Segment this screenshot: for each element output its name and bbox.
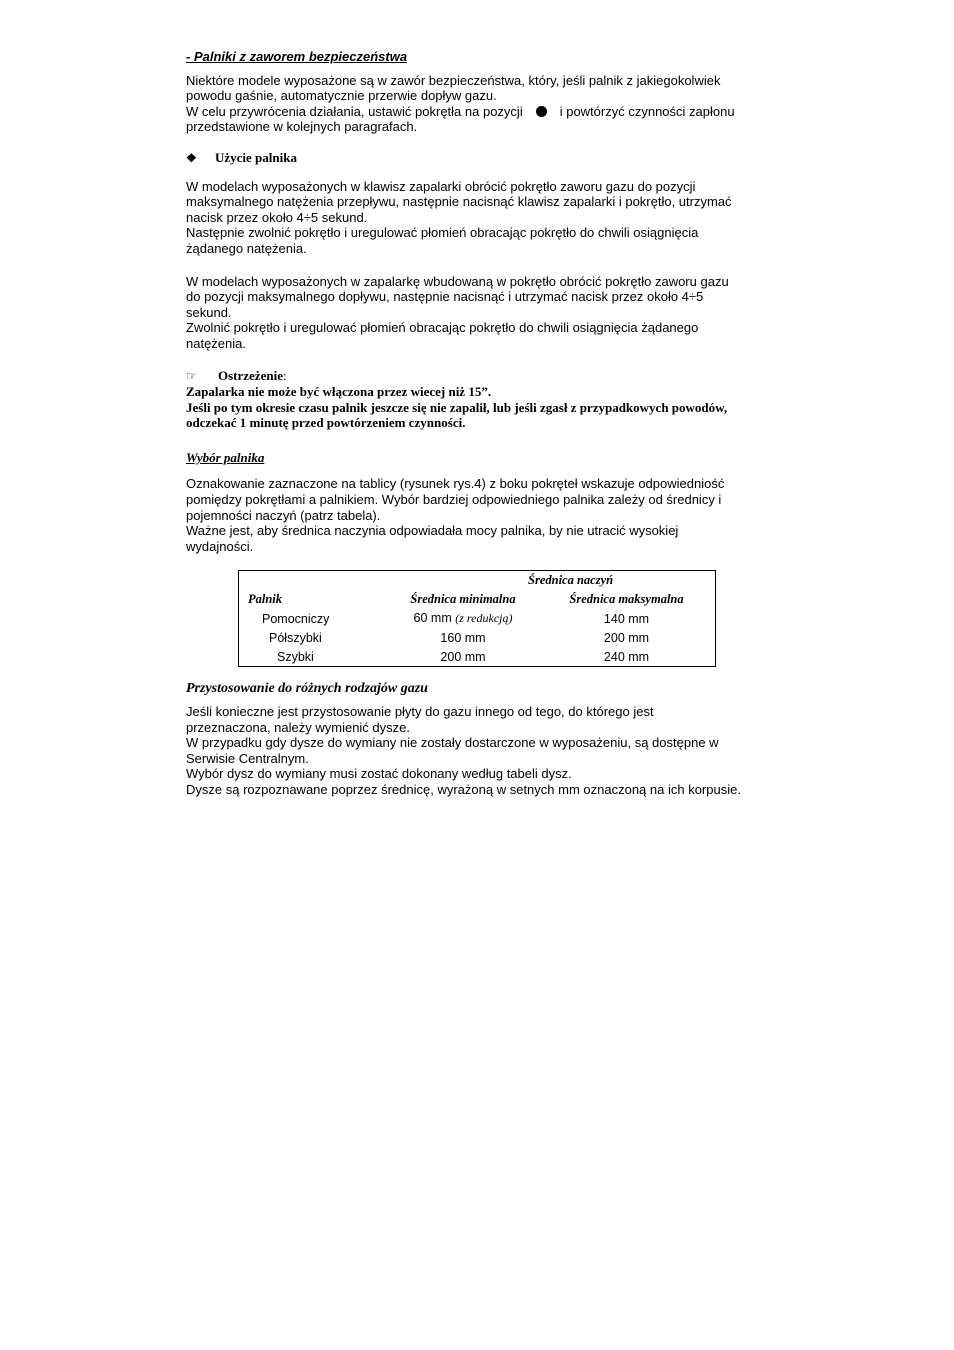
warning-label: Ostrzeżenie xyxy=(218,367,283,383)
paragraph-line: W modelach wyposażonych w klawisz zapalarki obrócić pokrętło zaworu gazu do pozycji xyxy=(186,178,696,194)
pointing-hand-icon: ☞ xyxy=(186,368,197,383)
burner-name: Szybki xyxy=(277,649,314,664)
paragraph-line: pojemności naczyń (patrz tabela). xyxy=(186,507,381,523)
group-header-pot-diameter: Średnica naczyń xyxy=(528,573,614,588)
column-header-burner: Palnik xyxy=(248,592,283,607)
max-diameter-value: 140 mm xyxy=(603,611,650,626)
table-row xyxy=(239,647,716,667)
warning-line: odczekać 1 minutę przed powtórzeniem czynności. xyxy=(186,415,466,431)
paragraph-line: Następnie zwolnić pokrętło i uregulować płomień obracając pokrętło do chwili osiągnięcia xyxy=(186,225,699,241)
paragraph-line: Oznakowanie zaznaczone na tablicy (rysunek rys.4) z boku pokręteł wskazuje odpowiedniość xyxy=(186,476,725,492)
warning-line: Zapalarka nie może być włączona przez wiecej niż 15”. xyxy=(186,384,492,400)
paragraph-line: wydajności. xyxy=(186,538,254,554)
burner-diameter-table xyxy=(238,570,716,667)
paragraph-line: pomiędzy pokrętłami a palnikiem. Wybór bardziej odpowiedniego palnika zależy od średnicy i xyxy=(186,492,722,508)
burner-choice-section xyxy=(186,450,776,555)
paragraph-line: W modelach wyposażonych w zapalarkę wbudowaną w pokrętło obrócić pokrętło zaworu gazu xyxy=(186,273,729,289)
warning-line: Jeśli po tym okresie czasu palnik jeszcze się nie zapalił, lub jeśli zgasł z przypadkowych powodów, xyxy=(186,399,728,415)
paragraph-line: przedstawione w kolejnych paragrafach. xyxy=(186,119,418,135)
burner-use-section xyxy=(186,150,776,352)
paragraph-line: Ważne jest, aby średnica naczynia odpowiadała mocy palnika, by nie utracić wysokiej xyxy=(186,523,679,539)
max-diameter-value: 200 mm xyxy=(603,630,650,645)
max-diameter-value: 240 mm xyxy=(603,649,650,664)
paragraph-line: nacisk przez około 4÷5 sekund. xyxy=(186,209,368,225)
burner-choice-heading: Wybór palnika xyxy=(186,449,265,465)
table-row xyxy=(239,609,716,628)
table-row xyxy=(239,628,716,647)
paragraph-line xyxy=(186,104,776,120)
min-diameter-cell xyxy=(388,609,538,628)
position-text-before: W celu przywrócenia działania, ustawić pokrętła na pozycji xyxy=(186,103,523,119)
document-page xyxy=(186,49,776,798)
burner-name: Pomocniczy xyxy=(262,611,330,626)
paragraph-line: Wybór dysz do wymiany musi zostać dokonany według tabeli dysz. xyxy=(186,766,572,782)
paragraph-line: W przypadku gdy dysze do wymiany nie zostały dostarczone w wyposażeniu, są dostępne w xyxy=(186,735,719,751)
paragraph-line: Zwolnić pokrętło i uregulować płomień obracając pokrętło do chwili osiągnięcia żądanego xyxy=(186,320,699,336)
burner-name: Półszybki xyxy=(269,630,322,645)
paragraph-line: maksymalnego natężenia przepływu, następnie nacisnąć klawisz zapalarki i pokrętło, utrzymać xyxy=(186,194,732,210)
gas-adaptation-heading: Przystosowanie do różnych rodzajów gazu xyxy=(186,681,428,697)
column-header-max-diameter: Średnica maksymalna xyxy=(569,592,684,607)
gas-adaptation-section xyxy=(186,681,776,797)
column-header-min-diameter: Średnica minimalna xyxy=(410,592,516,607)
warning-section xyxy=(186,368,776,431)
burner-use-heading: Użycie palnika xyxy=(215,149,297,165)
paragraph-line: powodu gaśnie, automatycznie przerwie dopływ gazu. xyxy=(186,88,497,104)
min-diameter-value: 60 mm xyxy=(413,611,452,626)
safety-valve-section xyxy=(186,49,776,135)
safety-valve-heading: - Palniki z zaworem bezpieczeństwa xyxy=(186,49,408,64)
paragraph-line: Niektóre modele wyposażone są w zawór bezpieczeństwa, który, jeśli palnik z jakiegokolwiek xyxy=(186,72,721,88)
paragraph-line: Serwisie Centralnym. xyxy=(186,750,309,766)
paragraph-line: sekund. xyxy=(186,304,232,320)
min-diameter-value: 160 mm xyxy=(440,630,486,645)
position-text-after: i powtórzyć czynności zapłonu xyxy=(559,103,735,119)
table-header-row xyxy=(239,590,716,609)
warning-colon: : xyxy=(282,367,287,383)
table-group-header-row xyxy=(239,571,716,591)
min-diameter-value: 200 mm xyxy=(440,649,486,664)
paragraph-line: przeznaczona, należy wymienić dysze. xyxy=(186,719,410,735)
burner-use-heading-line xyxy=(186,150,776,167)
paragraph-line: żądanego natężenia. xyxy=(186,240,307,256)
warning-heading-line xyxy=(186,368,776,385)
paragraph-line: natężenia. xyxy=(186,335,246,351)
paragraph-line: Jeśli konieczne jest przystosowanie płyty do gazu innego od tego, do którego jest xyxy=(186,704,654,720)
paragraph-line: do pozycji maksymalnego dopływu, następnie nacisnąć i utrzymać nacisk przez około 4÷5 xyxy=(186,289,704,305)
min-diameter-note: (z redukcją) xyxy=(455,611,513,626)
filled-circle-icon xyxy=(536,106,547,117)
diamond-bullet-icon: ❖ xyxy=(186,150,197,165)
paragraph-line: Dysze są rozpoznawane poprzez średnicę, wyrażoną w setnych mm oznaczoną na ich korpusie. xyxy=(186,782,741,797)
